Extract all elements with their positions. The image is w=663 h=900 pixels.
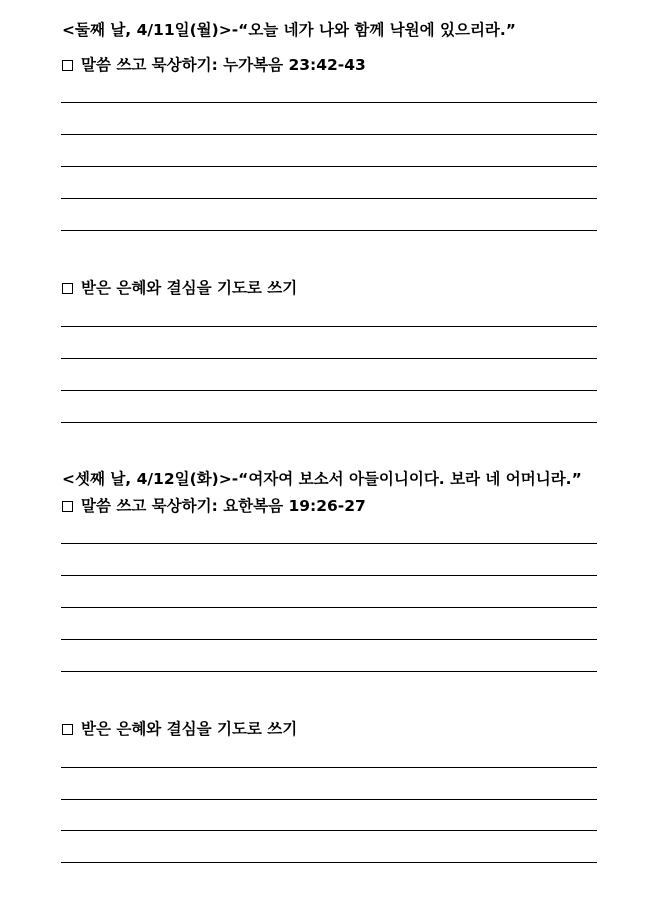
day3-scripture-task-label: 말씀 쓰고 묵상하기: 요한복음 19:26-27 (81, 497, 366, 515)
writing-line[interactable] (61, 830, 597, 831)
checkbox-icon[interactable] (62, 283, 73, 294)
writing-line[interactable] (61, 575, 597, 576)
writing-line[interactable] (61, 671, 597, 672)
writing-line[interactable] (61, 102, 597, 103)
writing-line[interactable] (61, 166, 597, 167)
writing-line[interactable] (61, 422, 597, 423)
writing-line[interactable] (61, 134, 597, 135)
writing-line[interactable] (61, 198, 597, 199)
writing-line[interactable] (61, 543, 597, 544)
writing-line[interactable] (61, 326, 597, 327)
checkbox-icon[interactable] (62, 60, 73, 71)
day2-scripture-task-label: 말씀 쓰고 묵상하기: 누가복음 23:42-43 (81, 56, 366, 74)
writing-line[interactable] (61, 767, 597, 768)
day2-header: <둘째 날, 4/11일(월)>-“오늘 네가 나와 함께 낙원에 있으리라.” (62, 21, 516, 39)
day3-scripture-task (62, 494, 366, 516)
writing-line[interactable] (61, 862, 597, 863)
writing-line[interactable] (61, 390, 597, 391)
day2-scripture-task (62, 53, 366, 75)
day3-header: <셋째 날, 4/12일(화)>-“여자여 보소서 아들이니이다. 보라 네 어머니라.” (62, 470, 582, 488)
writing-line[interactable] (61, 607, 597, 608)
day3-prayer-task-label: 받은 은혜와 결심을 기도로 쓰기 (81, 720, 298, 738)
checkbox-icon[interactable] (62, 724, 73, 735)
writing-line[interactable] (61, 358, 597, 359)
checkbox-icon[interactable] (62, 501, 73, 512)
day3-prayer-task (62, 717, 297, 739)
writing-line[interactable] (61, 639, 597, 640)
day2-prayer-task-label: 받은 은혜와 결심을 기도로 쓰기 (81, 279, 298, 297)
writing-line[interactable] (61, 799, 597, 800)
day2-prayer-task (62, 276, 297, 298)
writing-line[interactable] (61, 230, 597, 231)
